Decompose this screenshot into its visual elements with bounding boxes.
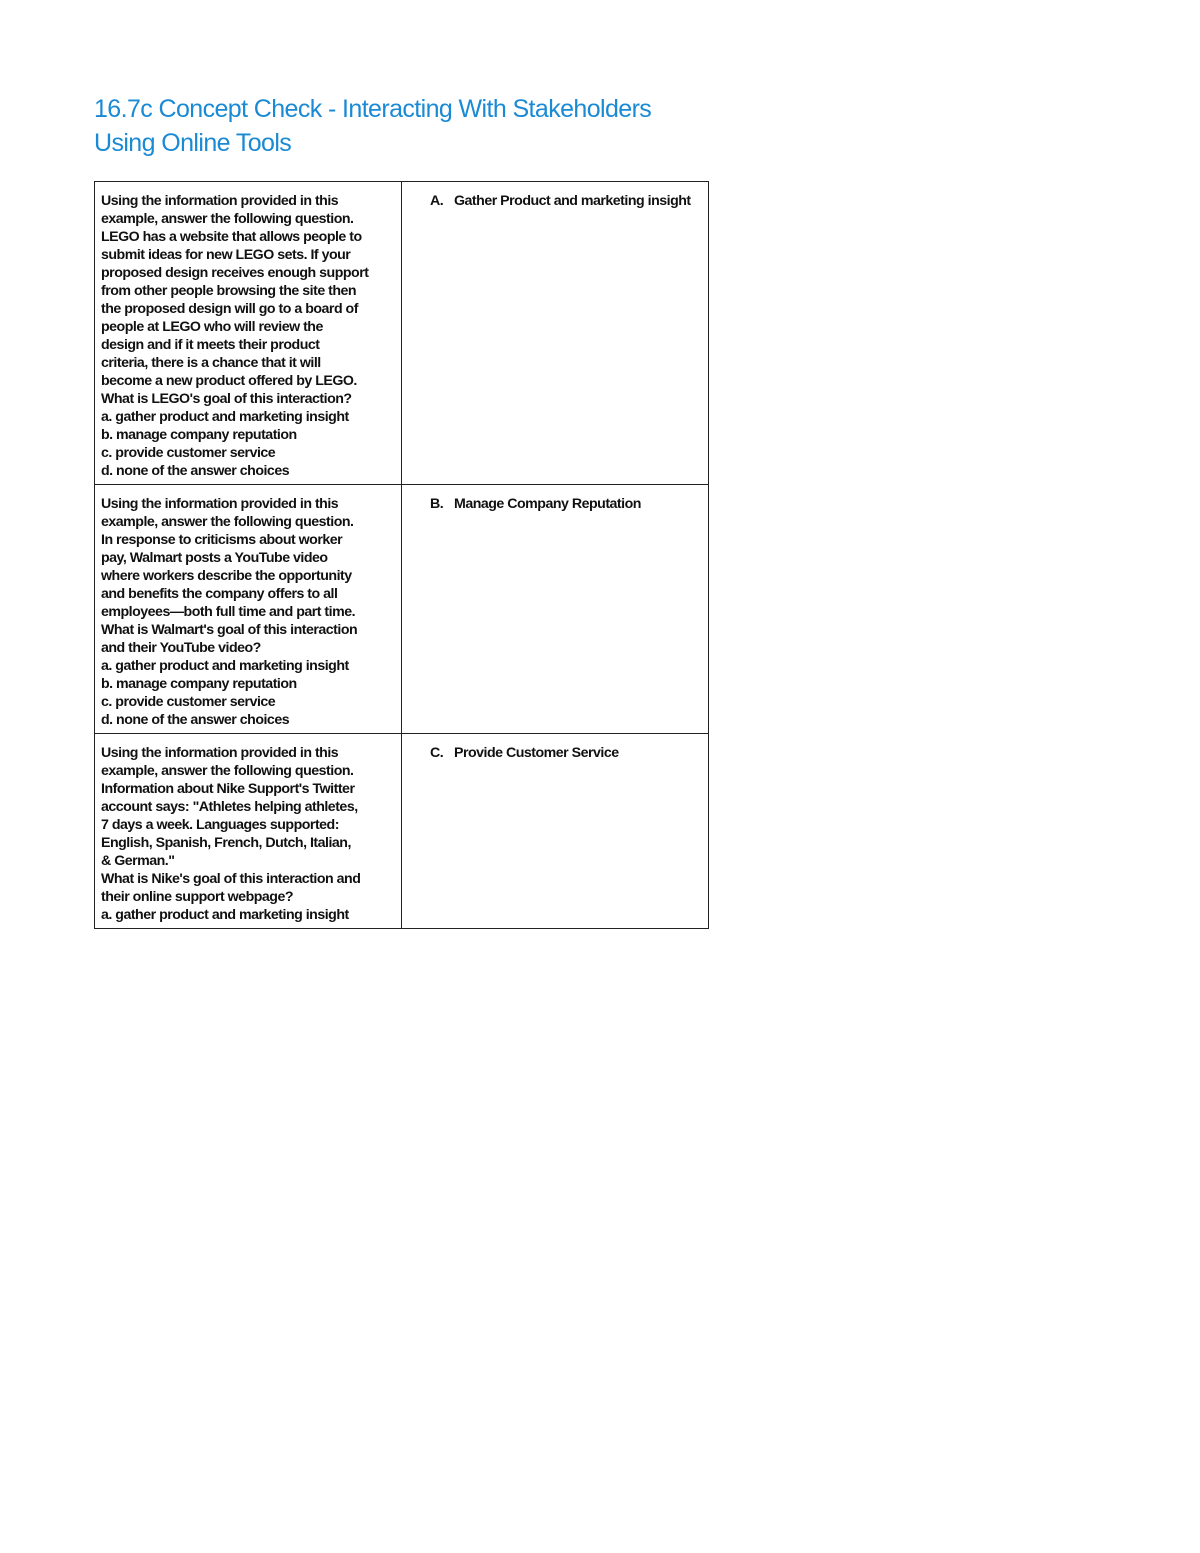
question-line: account says: "Athletes helping athletes, — [101, 799, 358, 815]
question-line: example, answer the following question. — [101, 211, 354, 227]
answer-cell — [402, 734, 709, 929]
table-row — [95, 182, 709, 485]
page-title — [94, 92, 734, 160]
question-line: employees—both full time and part time. — [101, 604, 356, 620]
page-title-line-2: Using Online Tools — [94, 129, 292, 157]
table-row — [95, 485, 709, 734]
question-line: & German." — [101, 853, 175, 869]
question-cell — [95, 734, 402, 929]
question-line: and benefits the company offers to all — [101, 586, 338, 602]
question-line: submit ideas for new LEGO sets. If your — [101, 247, 351, 263]
answer-text: Manage Company Reputation — [454, 496, 641, 512]
answer-text: Gather Product and marketing insight — [454, 193, 691, 209]
table-row — [95, 734, 709, 929]
question-line: c. provide customer service — [101, 445, 276, 461]
question-line: LEGO has a website that allows people to — [101, 229, 362, 245]
question-line: a. gather product and marketing insight — [101, 658, 349, 674]
question-line: their online support webpage? — [101, 889, 294, 905]
question-line: where workers describe the opportunity — [101, 568, 352, 584]
question-line: b. manage company reputation — [101, 427, 297, 443]
answer-text: Provide Customer Service — [454, 745, 619, 761]
question-line: b. manage company reputation — [101, 676, 297, 692]
question-line: Information about Nike Support's Twitter — [101, 781, 355, 797]
question-line: proposed design receives enough support — [101, 265, 369, 281]
question-line: Using the information provided in this — [101, 496, 339, 512]
answer — [430, 744, 700, 762]
answer-letter: A. — [430, 193, 444, 209]
answer-letter: C. — [430, 745, 444, 761]
question-line: Using the information provided in this — [101, 193, 339, 209]
concept-check-table — [94, 181, 709, 929]
question-line: a. gather product and marketing insight — [101, 907, 349, 923]
question-line: and their YouTube video? — [101, 640, 261, 656]
question-line: a. gather product and marketing insight — [101, 409, 349, 425]
question-line: criteria, there is a chance that it will — [101, 355, 321, 371]
question-line: example, answer the following question. — [101, 763, 354, 779]
question-line: the proposed design will go to a board of — [101, 301, 358, 317]
question-line: What is Nike's goal of this interaction and — [101, 871, 361, 887]
question-line: people at LEGO who will review the — [101, 319, 323, 335]
question-line: c. provide customer service — [101, 694, 276, 710]
question-line: from other people browsing the site then — [101, 283, 357, 299]
answer-cell — [402, 485, 709, 734]
question-line: example, answer the following question. — [101, 514, 354, 530]
answer-letter: B. — [430, 496, 444, 512]
question-line: become a new product offered by LEGO. — [101, 373, 357, 389]
question-line: d. none of the answer choices — [101, 712, 290, 728]
question-cell — [95, 182, 402, 485]
question-line: What is LEGO's goal of this interaction? — [101, 391, 352, 407]
question-line: 7 days a week. Languages supported: — [101, 817, 339, 833]
page-title-line-1: 16.7c Concept Check - Interacting With Stakeholders — [94, 95, 652, 123]
question-line: English, Spanish, French, Dutch, Italian, — [101, 835, 351, 851]
answer — [430, 192, 700, 210]
question-line: d. none of the answer choices — [101, 463, 290, 479]
question-line: design and if it meets their product — [101, 337, 320, 353]
question-line: What is Walmart's goal of this interaction — [101, 622, 358, 638]
question-line: Using the information provided in this — [101, 745, 339, 761]
question-cell — [95, 485, 402, 734]
answer-cell — [402, 182, 709, 485]
answer — [430, 495, 700, 513]
question-line: In response to criticisms about worker — [101, 532, 343, 548]
question-line: pay, Walmart posts a YouTube video — [101, 550, 328, 566]
